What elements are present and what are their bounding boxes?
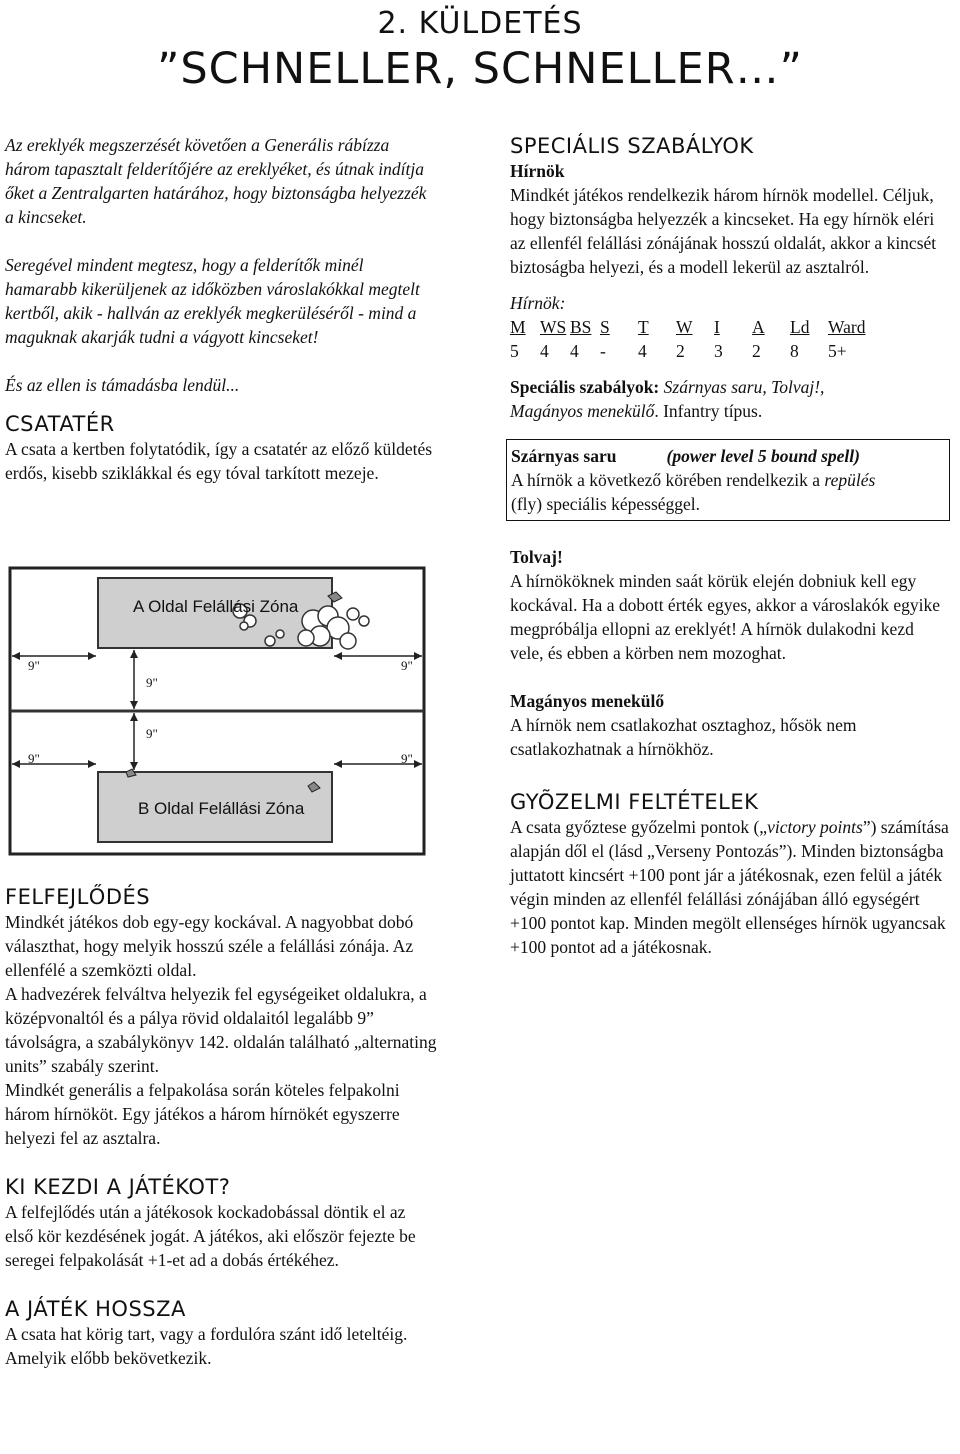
left-column-lower — [5, 884, 437, 1370]
special-rules-tail: . Infantry típus. — [654, 401, 763, 421]
stats-label: Hírnök: — [510, 293, 566, 313]
deployment-text-1: Mindkét játékos dob egy-egy kockával. A nagyobbat dobó választhat, hogy melyik hosszú széle a felállási zónája. Az ellenfélé a szemközti oldal. — [5, 912, 414, 980]
victory-heading: GYÕZELMI FELTÉTELEK — [510, 790, 759, 814]
deployment-heading: FELFEJLŐDÉS — [5, 885, 151, 909]
game-length-heading: A JÁTÉK HOSSZA — [5, 1297, 186, 1321]
stat-value: - — [600, 341, 606, 361]
box-power: (power level 5 bound spell) — [666, 446, 860, 466]
lonely-heading: Magányos menekülő — [510, 691, 665, 711]
distance-label: 9" — [401, 658, 413, 673]
distance-label: 9" — [28, 658, 40, 673]
stat-header: W — [676, 317, 693, 337]
first-turn-heading: KI KEZDI A JÁTÉKOT? — [5, 1175, 231, 1199]
stat-header: I — [714, 317, 720, 337]
stat-header: M — [510, 317, 526, 337]
stats-table — [510, 315, 950, 363]
winged-sandals-box — [506, 439, 950, 521]
stat-value: 2 — [752, 341, 761, 361]
deployment-text-2: A hadvezérek felváltva helyezik fel egységeiket oldalukra, a középvonaltól és a pálya rövid oldalaitól legalább 9” távolságra, a szabálykönyv 142. oldalán található „alternating units” szabály szerint. — [5, 984, 437, 1076]
stat-value: 5+ — [828, 341, 847, 361]
first-turn-text: A felfejlődés után a játékosok kockadobással döntik el az első kör kezdésének jogát. A játékos, aki először fejezte be seregei felpakolását +1-et ad a dobás értékéhez. — [5, 1202, 416, 1270]
intro-paragraph-3: És az ellen is támadásba lendül... — [5, 375, 240, 395]
herald-text: Mindkét játékos rendelkezik három hírnök modellel. Céljuk, hogy biztonságba helyezzék a kincseket. Ha egy hírnök eléri az ellenfél felállási zónájának hosszú oldalát, akkor a kincsét biztoságba helyezi, és a modell lekerül az asztalról. — [510, 185, 937, 277]
mission-title: ”SCHNELLER, SCHNELLER…” — [157, 44, 803, 94]
victory-text: A csata győztese győzelmi pontok („victory points”) számítása alapján dől el (lásd „Verseny Pontozás”). Minden biztonságba juttatott kincsért +100 pont jár a játékosnak, ezen felül a játék végin minden az ellenfél felállási zónájában álló egységért +100 pontot kap. Minden megölt ellenséges hírnök ugyancsak +100 pontot ad a játékosnak. — [510, 817, 949, 957]
herald-subheading: Hírnök — [510, 161, 565, 181]
herald-special-rules — [510, 375, 950, 423]
right-column — [510, 133, 950, 959]
special-rules-heading: SPECIÁLIS SZABÁLYOK — [510, 134, 754, 158]
battlefield-text: A csata a kertben folytatódik, így a csatatér az előző küldetés erdős, kisebb sziklákkal és egy tóval tarkított mezeje. — [5, 439, 433, 483]
battlefield-map — [8, 566, 426, 856]
left-column — [5, 133, 437, 485]
stat-header: Ward — [828, 317, 866, 337]
stats-value-row — [510, 339, 950, 363]
box-text: A hírnök a következő körében rendelkezik a repülés (fly) speciális képességgel. — [511, 470, 876, 514]
distance-label: 9" — [146, 675, 158, 690]
zone-a-label: A Oldal Felállási Zóna — [133, 597, 299, 616]
mission-number: 2. KÜLDETÉS — [377, 6, 583, 41]
special-rules-label: Speciális szabályok: — [510, 377, 660, 397]
stat-header: S — [600, 317, 610, 337]
stat-value: 2 — [676, 341, 685, 361]
stat-value: 4 — [540, 341, 549, 361]
lonely-text: A hírnök nem csatlakozhat osztaghoz, hősök nem csatlakozhatnak a hírnökhöz. — [510, 715, 857, 759]
battlefield-map-svg — [8, 566, 426, 856]
thief-heading: Tolvaj! — [510, 547, 563, 567]
stat-header: T — [638, 317, 649, 337]
stat-header: WS — [540, 317, 567, 337]
battlefield-heading: CSATATÉR — [5, 412, 115, 436]
game-length-text: A csata hat körig tart, vagy a fordulóra szánt idő leteltéig. Amelyik előbb bekövetkezik. — [5, 1324, 408, 1368]
stat-value: 3 — [714, 341, 723, 361]
intro-paragraph-2: Seregével mindent megtesz, hogy a felderítők minél hamarabb kikerüljenek az időközben városlakókkal megtelt kertből, akik - hallván az ereklyék megkerüléséről - mind a maguknak akarják tudni a vágyott kincseket! — [5, 255, 420, 347]
thief-text: A hírnököknek minden saát körük elején dobniuk kell egy kockával. Ha a dobott érték egyes, akkor a városlakók egyike megpróbálja ellopni az ereklyét! A hírnök dulakodni kezd vele, és ebben a körben nem mozoghat. — [510, 571, 941, 663]
distance-label: 9" — [401, 751, 413, 766]
distance-label: 9" — [146, 726, 158, 741]
intro-paragraph-1: Az ereklyék megszerzését követően a Generális rábízza három tapasztalt felderítőjére az ereklyéket, és útnak indítja őket a Zentralgarten határához, hogy biztonságba helyezzék a kincseket. — [5, 135, 427, 227]
stat-value: 5 — [510, 341, 519, 361]
stat-header: Ld — [790, 317, 810, 337]
stat-header: A — [752, 317, 765, 337]
stat-header: BS — [570, 317, 592, 337]
box-title: Szárnyas saru — [511, 446, 617, 466]
distance-label: 9" — [28, 751, 40, 766]
special-rules-list-2: Magányos menekülő — [510, 401, 655, 421]
zone-b-label: B Oldal Felállási Zóna — [138, 799, 305, 818]
deployment-text-3: Mindkét generális a felpakolása során köteles felpakolni három hírnököt. Egy játékos a három hírnökét egyszerre helyezi fel az asztalra. — [5, 1080, 400, 1148]
stat-value: 4 — [570, 341, 579, 361]
stat-value: 8 — [790, 341, 799, 361]
stat-value: 4 — [638, 341, 647, 361]
stats-header-row — [510, 315, 950, 339]
special-rules-list: Szárnyas saru, Tolvaj!, — [663, 377, 825, 397]
